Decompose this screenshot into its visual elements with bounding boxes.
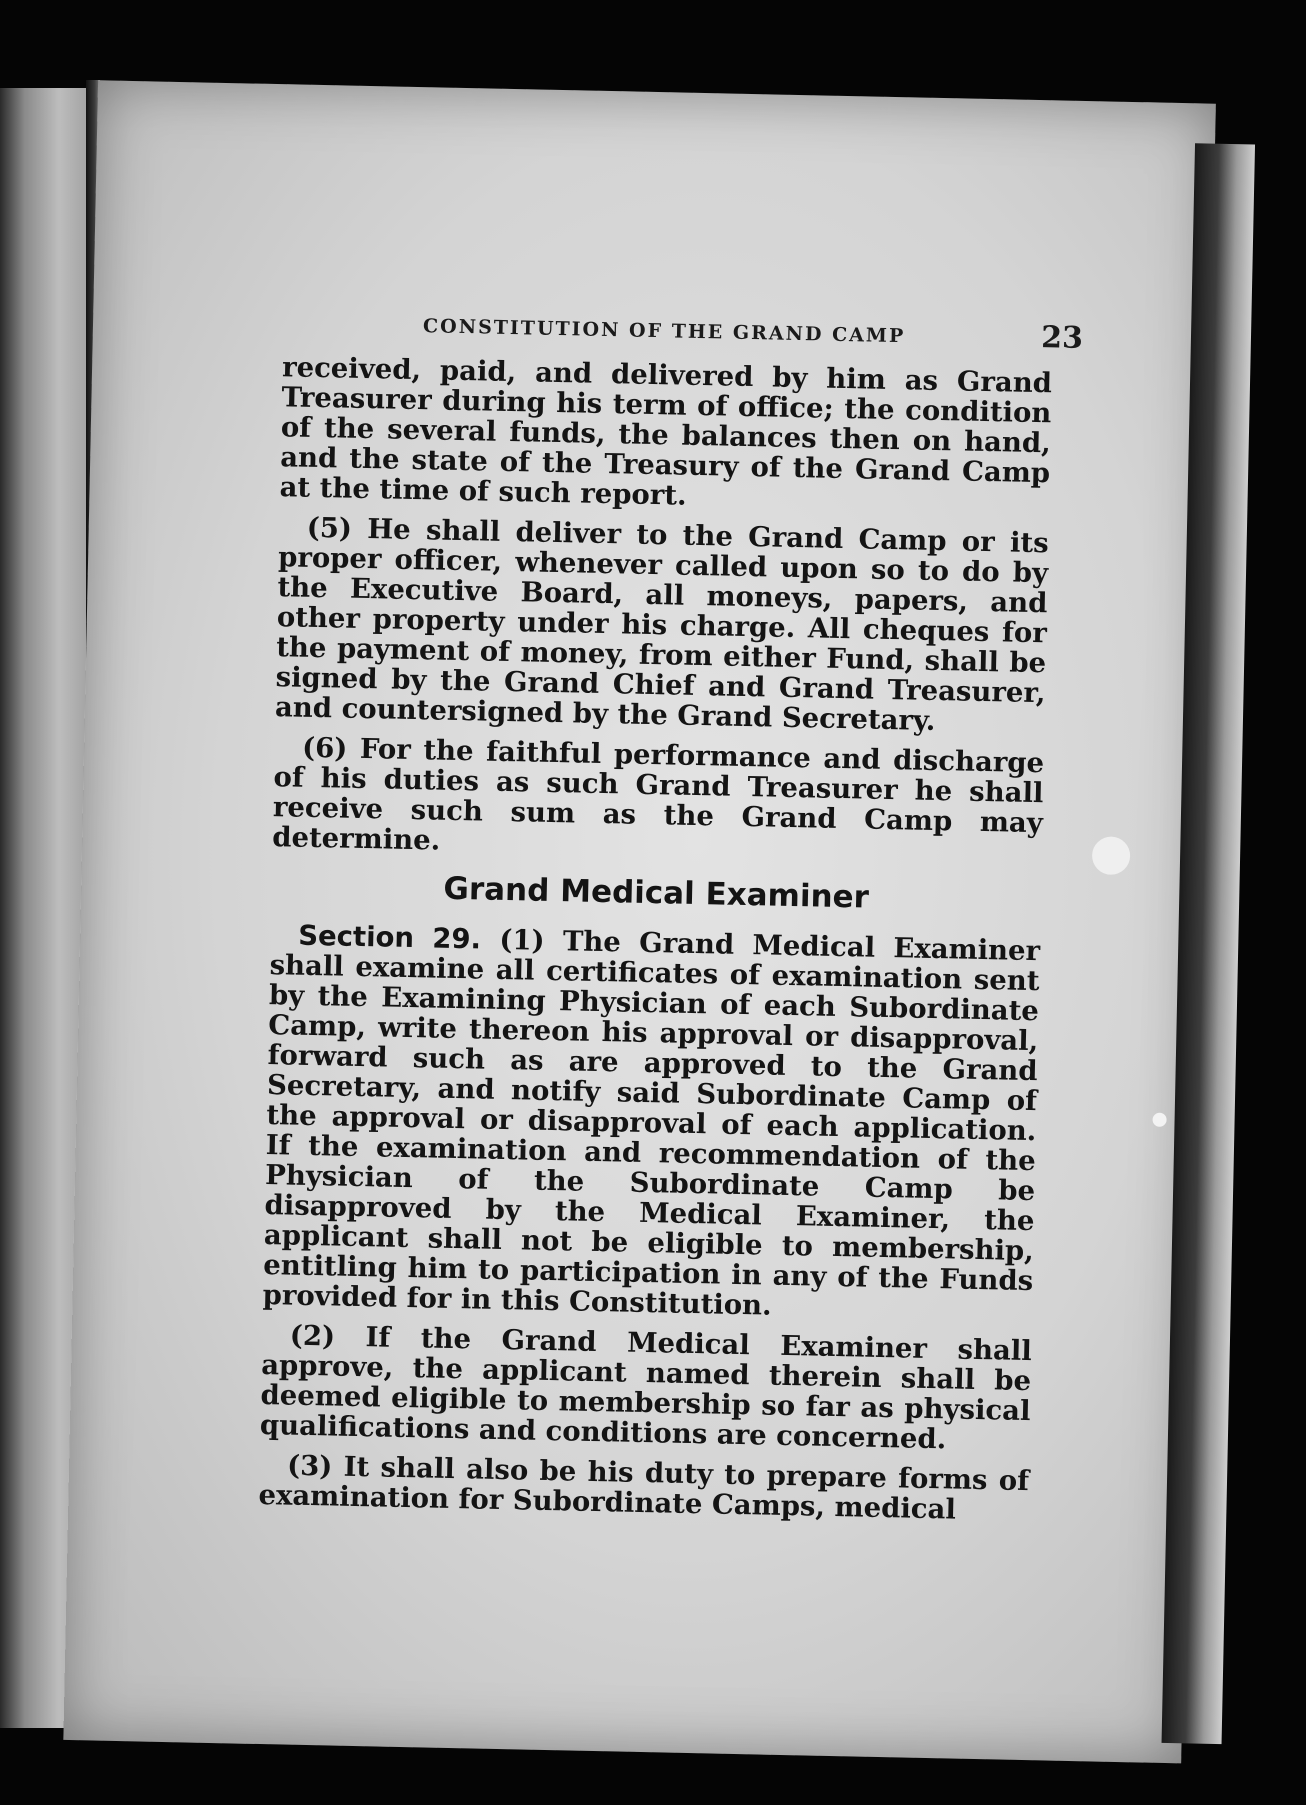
page-right-edge <box>1162 143 1255 1744</box>
paragraph-5: (5) He shall deliver to the Grand Camp or its proper officer, whenever called upon so to do by the Executive Board, all moneys, papers, and other property under his charge. All cheques for the payment of money, from either Fund, shall be signed by the Grand Chief and Grand Treasurer, and countersigned by the Grand Secretary. <box>274 511 1049 737</box>
paragraph-continued: received, paid, and delivered by him as Grand Treasurer during his term of office; the condition of the several funds, the balances then on hand, and the state of the Treasury of the Grand Camp at the time of such report. <box>279 351 1053 512</box>
running-header <box>323 305 1084 361</box>
page-number: 23 <box>1040 320 1084 356</box>
section-label: Section 29. <box>297 919 482 956</box>
section-29-clause-2: (2) If the Grand Medical Examiner shall approve, the applicant named therein shall be deemed eligible to membership so far as physical qualifications and conditions are concerned. <box>259 1319 1033 1456</box>
section-29-clause-3: (3) It shall also be his duty to prepare forms of examination for Subordinate Camps, medical <box>258 1449 1030 1526</box>
paper-blemish <box>1092 836 1131 875</box>
section-heading: Grand Medical Examiner <box>443 870 870 916</box>
book-page <box>63 80 1216 1763</box>
section-29-clause-1 <box>262 920 1040 1326</box>
paper-blemish-small <box>1152 1113 1166 1127</box>
body-text <box>258 352 1052 1536</box>
clause-1-text: (1) The Grand Medical Examiner shall examine all certificates of examination sent by the Examining Physician of each Subordinate Camp, write thereon his approval or disapproval, forward such as are approved to the Grand Secretary, and notify said Subordinate Camp of the approval or disapproval of each application. If the examination and recommendation of the Physician of the Subordinate Camp be disapproved by the Medical Examiner, the applicant shall not be eligible to membership, entitling him to participation in any of the Funds provided for in this Constitution. <box>262 923 1041 1322</box>
paragraph-6: (6) For the faithful performance and discharge of his duties as such Grand Treasurer he shall receive such sum as the Grand Camp may determine. <box>271 731 1045 857</box>
running-title: CONSTITUTION OF THE GRAND CAMP <box>422 315 906 348</box>
